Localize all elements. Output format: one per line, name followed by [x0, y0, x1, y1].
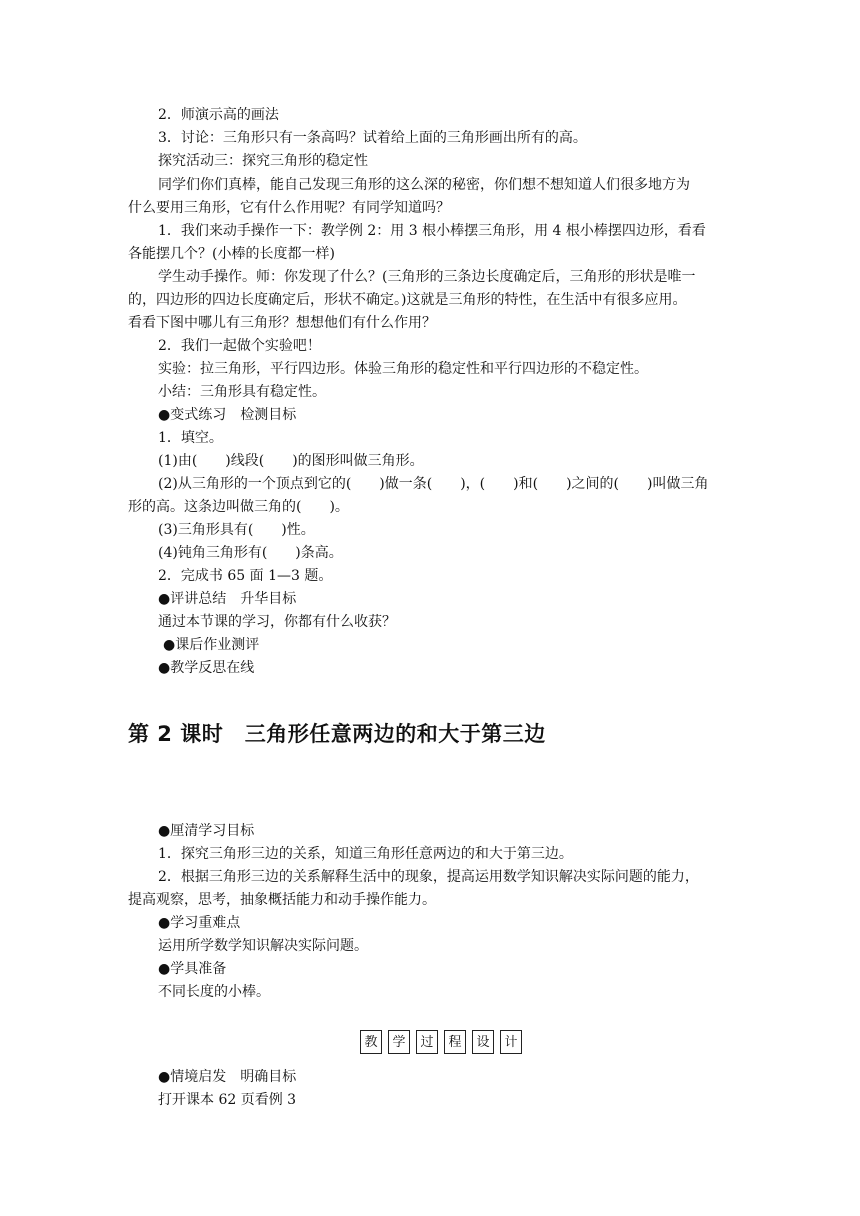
- text-line: 运用所学数学知识解决实际问题。: [158, 938, 368, 954]
- section-marker: ●厘清学习目标: [158, 823, 255, 839]
- section-marker: ●评讲总结 升华目标: [158, 591, 297, 607]
- text-line: 通过本节课的学习，你都有什么收获？: [158, 614, 396, 630]
- boxed-character: 学: [388, 1030, 410, 1054]
- text-line: 2．师演示高的画法: [158, 107, 279, 123]
- section-marker: ●情境启发 明确目标: [158, 1069, 297, 1085]
- section-marker: ●变式练习 检测目标: [158, 407, 297, 423]
- text-line: 2．完成书 65 面 1—3 题。: [158, 568, 333, 584]
- text-line: 学生动手操作。师：你发现了什么？(三角形的三条边长度确定后，三角形的形状是唯一: [158, 269, 696, 285]
- teaching-process-design-label: [360, 1030, 522, 1054]
- text-line: (2)从三角形的一个顶点到它的( )做一条( )，( )和( )之间的( )叫做三角: [158, 476, 709, 492]
- text-line: 小结：三角形具有稳定性。: [158, 384, 326, 400]
- section-marker: ●教学反思在线: [158, 660, 255, 676]
- text-line: 不同长度的小棒。: [158, 984, 270, 1000]
- text-line: 2．根据三角形三边的关系解释生活中的现象，提高运用数学知识解决实际问题的能力，: [158, 869, 699, 885]
- boxed-character: 程: [444, 1030, 466, 1054]
- boxed-character: 设: [472, 1030, 494, 1054]
- text-line: 1．我们来动手操作一下：教学例 2：用 3 根小棒摆三角形，用 4 根小棒摆四边形，看看: [158, 223, 706, 239]
- section-marker: ●学习重难点: [158, 915, 241, 931]
- section-marker: ●课后作业测评: [163, 637, 260, 653]
- text-line: 什么要用三角形，它有什么作用呢？有同学知道吗？: [128, 200, 450, 216]
- text-line: 形的高。这条边叫做三角的( )。: [128, 499, 349, 515]
- text-line: 提高观察，思考，抽象概括能力和动手操作能力。: [128, 892, 436, 908]
- text-line: 2．我们一起做个实验吧！: [158, 338, 321, 354]
- text-line: 同学们你们真棒，能自己发现三角形的这么深的秘密，你们想不想知道人们很多地方为: [158, 177, 690, 193]
- text-line: 各能摆几个？(小棒的长度都一样): [128, 246, 335, 262]
- text-line: (1)由( )线段( )的图形叫做三角形。: [158, 453, 424, 469]
- boxed-character: 计: [500, 1030, 522, 1054]
- text-line: 1．填空。: [158, 430, 223, 446]
- text-line: 3．讨论：三角形只有一条高吗？试着给上面的三角形画出所有的高。: [158, 130, 587, 146]
- boxed-character: 教: [360, 1030, 382, 1054]
- section-marker: ●学具准备: [158, 961, 227, 977]
- text-line: 打开课本 62 页看例 3: [158, 1092, 297, 1108]
- text-line: 1．探究三角形三边的关系，知道三角形任意两边的和大于第三边。: [158, 846, 573, 862]
- text-line: 的，四边形的四边长度确定后，形状不确定。)这就是三角形的特性，在生活中有很多应用。: [128, 292, 687, 308]
- text-line: 看看下图中哪儿有三角形？想想他们有什么作用？: [128, 315, 436, 331]
- text-line: 探究活动三：探究三角形的稳定性: [158, 153, 368, 169]
- text-line: (4)钝角三角形有( )条高。: [158, 545, 343, 561]
- text-line: (3)三角形具有( )性。: [158, 522, 315, 538]
- lesson-title: 第 2 课时 三角形任意两边的和大于第三边: [128, 722, 546, 746]
- text-line: 实验：拉三角形，平行四边形。体验三角形的稳定性和平行四边形的不稳定性。: [158, 361, 648, 377]
- boxed-character: 过: [416, 1030, 438, 1054]
